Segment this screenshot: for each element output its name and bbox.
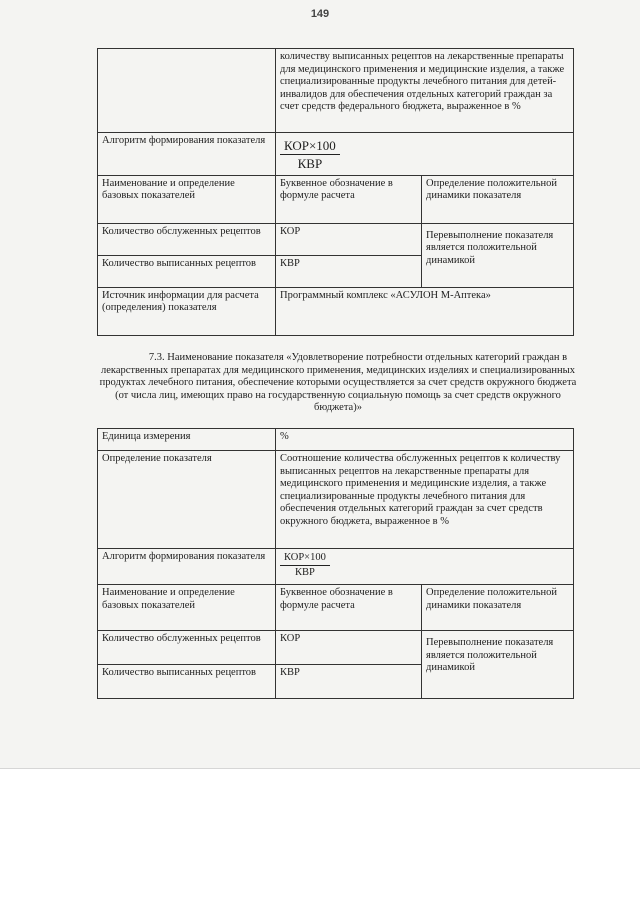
table-row: [98, 175, 574, 223]
letter-code-header: Буквенное обозначение в формуле расчета: [276, 585, 422, 631]
issued-prescriptions-label: Количество выписанных рецептов: [98, 665, 276, 699]
indicator-table-2: [97, 428, 574, 699]
table-cell: [98, 49, 276, 133]
algorithm-label: Алгоритм формирования показателя: [98, 133, 276, 176]
table-row: [98, 451, 574, 549]
served-prescriptions-code: КОР: [276, 223, 422, 255]
page-edge: [0, 768, 640, 769]
table-row: [98, 549, 574, 585]
formula-denominator: КВР: [297, 156, 323, 171]
formula-cell: [276, 133, 574, 176]
dynamics-header: Определение положительной динамики показателя: [422, 175, 574, 223]
formula-numerator: КОР×100: [280, 138, 340, 155]
dynamics-header: Определение положительной динамики показателя: [422, 585, 574, 631]
formula-cell: [276, 549, 574, 585]
definition-continuation: количеству выписанных рецептов на лекарственные препараты для медицинского применения и медицинские изделия, а также специализированные продукты лечебного питания для детей-инвалидов для обеспечения отдельных категорий граждан за счет средств федерального бюджета, выраженное в %: [276, 49, 574, 133]
formula-numerator: КОР×100: [280, 552, 330, 566]
served-prescriptions-label: Количество обслуженных рецептов: [98, 631, 276, 665]
table-row: [98, 287, 574, 335]
base-indicators-header: Наименование и определение базовых показателей: [98, 175, 276, 223]
source-value: Программный комплекс «АСУЛОН М-Аптека»: [276, 287, 574, 335]
table-row: [98, 223, 574, 255]
served-prescriptions-label: Количество обслуженных рецептов: [98, 223, 276, 255]
dynamics-value: Перевыполнение показателя является положительной динамикой: [422, 631, 574, 699]
indicator-table-1: [97, 48, 574, 336]
algorithm-label: Алгоритм формирования показателя: [98, 549, 276, 585]
unit-value: %: [276, 429, 574, 451]
source-label: Источник информации для расчета (определения) показателя: [98, 287, 276, 335]
definition-label: Определение показателя: [98, 451, 276, 549]
page-number: 149: [310, 8, 330, 20]
formula-fraction: [280, 138, 340, 171]
formula-denominator: КВР: [294, 567, 315, 578]
issued-prescriptions-code: КВР: [276, 255, 422, 287]
table-row: [98, 429, 574, 451]
table-row: [98, 631, 574, 665]
dynamics-value: Перевыполнение показателя является положительной динамикой: [422, 223, 574, 287]
letter-code-header: Буквенное обозначение в формуле расчета: [276, 175, 422, 223]
base-indicators-header: Наименование и определение базовых показателей: [98, 585, 276, 631]
table-row: [98, 133, 574, 176]
table-row: [98, 585, 574, 631]
definition-value: Соотношение количества обслуженных рецептов к количеству выписанных рецептов на лекарственные препараты для медицинского применения и медицинские изделия, а также специализированные продукты лечебного питания для обеспечения отдельных категорий граждан за счет средств окружного бюджета, выраженное в %: [276, 451, 574, 549]
issued-prescriptions-label: Количество выписанных рецептов: [98, 255, 276, 287]
unit-label: Единица измерения: [98, 429, 276, 451]
table-row: [98, 49, 574, 133]
section-heading: 7.3. Наименование показателя «Удовлетворение потребности отдельных категорий граждан в лекарственных препаратах для медицинского применения, медицинских изделиях и специализированных продуктах лечебного питания, обеспечение которыми осуществляется за счет средств окружного бюджета (от числа лиц, имеющих право на государственную социальную помощь за счет средств окружного бюджета)»: [99, 352, 577, 413]
issued-prescriptions-code: КВР: [276, 665, 422, 699]
formula-fraction: [280, 552, 330, 579]
served-prescriptions-code: КОР: [276, 631, 422, 665]
